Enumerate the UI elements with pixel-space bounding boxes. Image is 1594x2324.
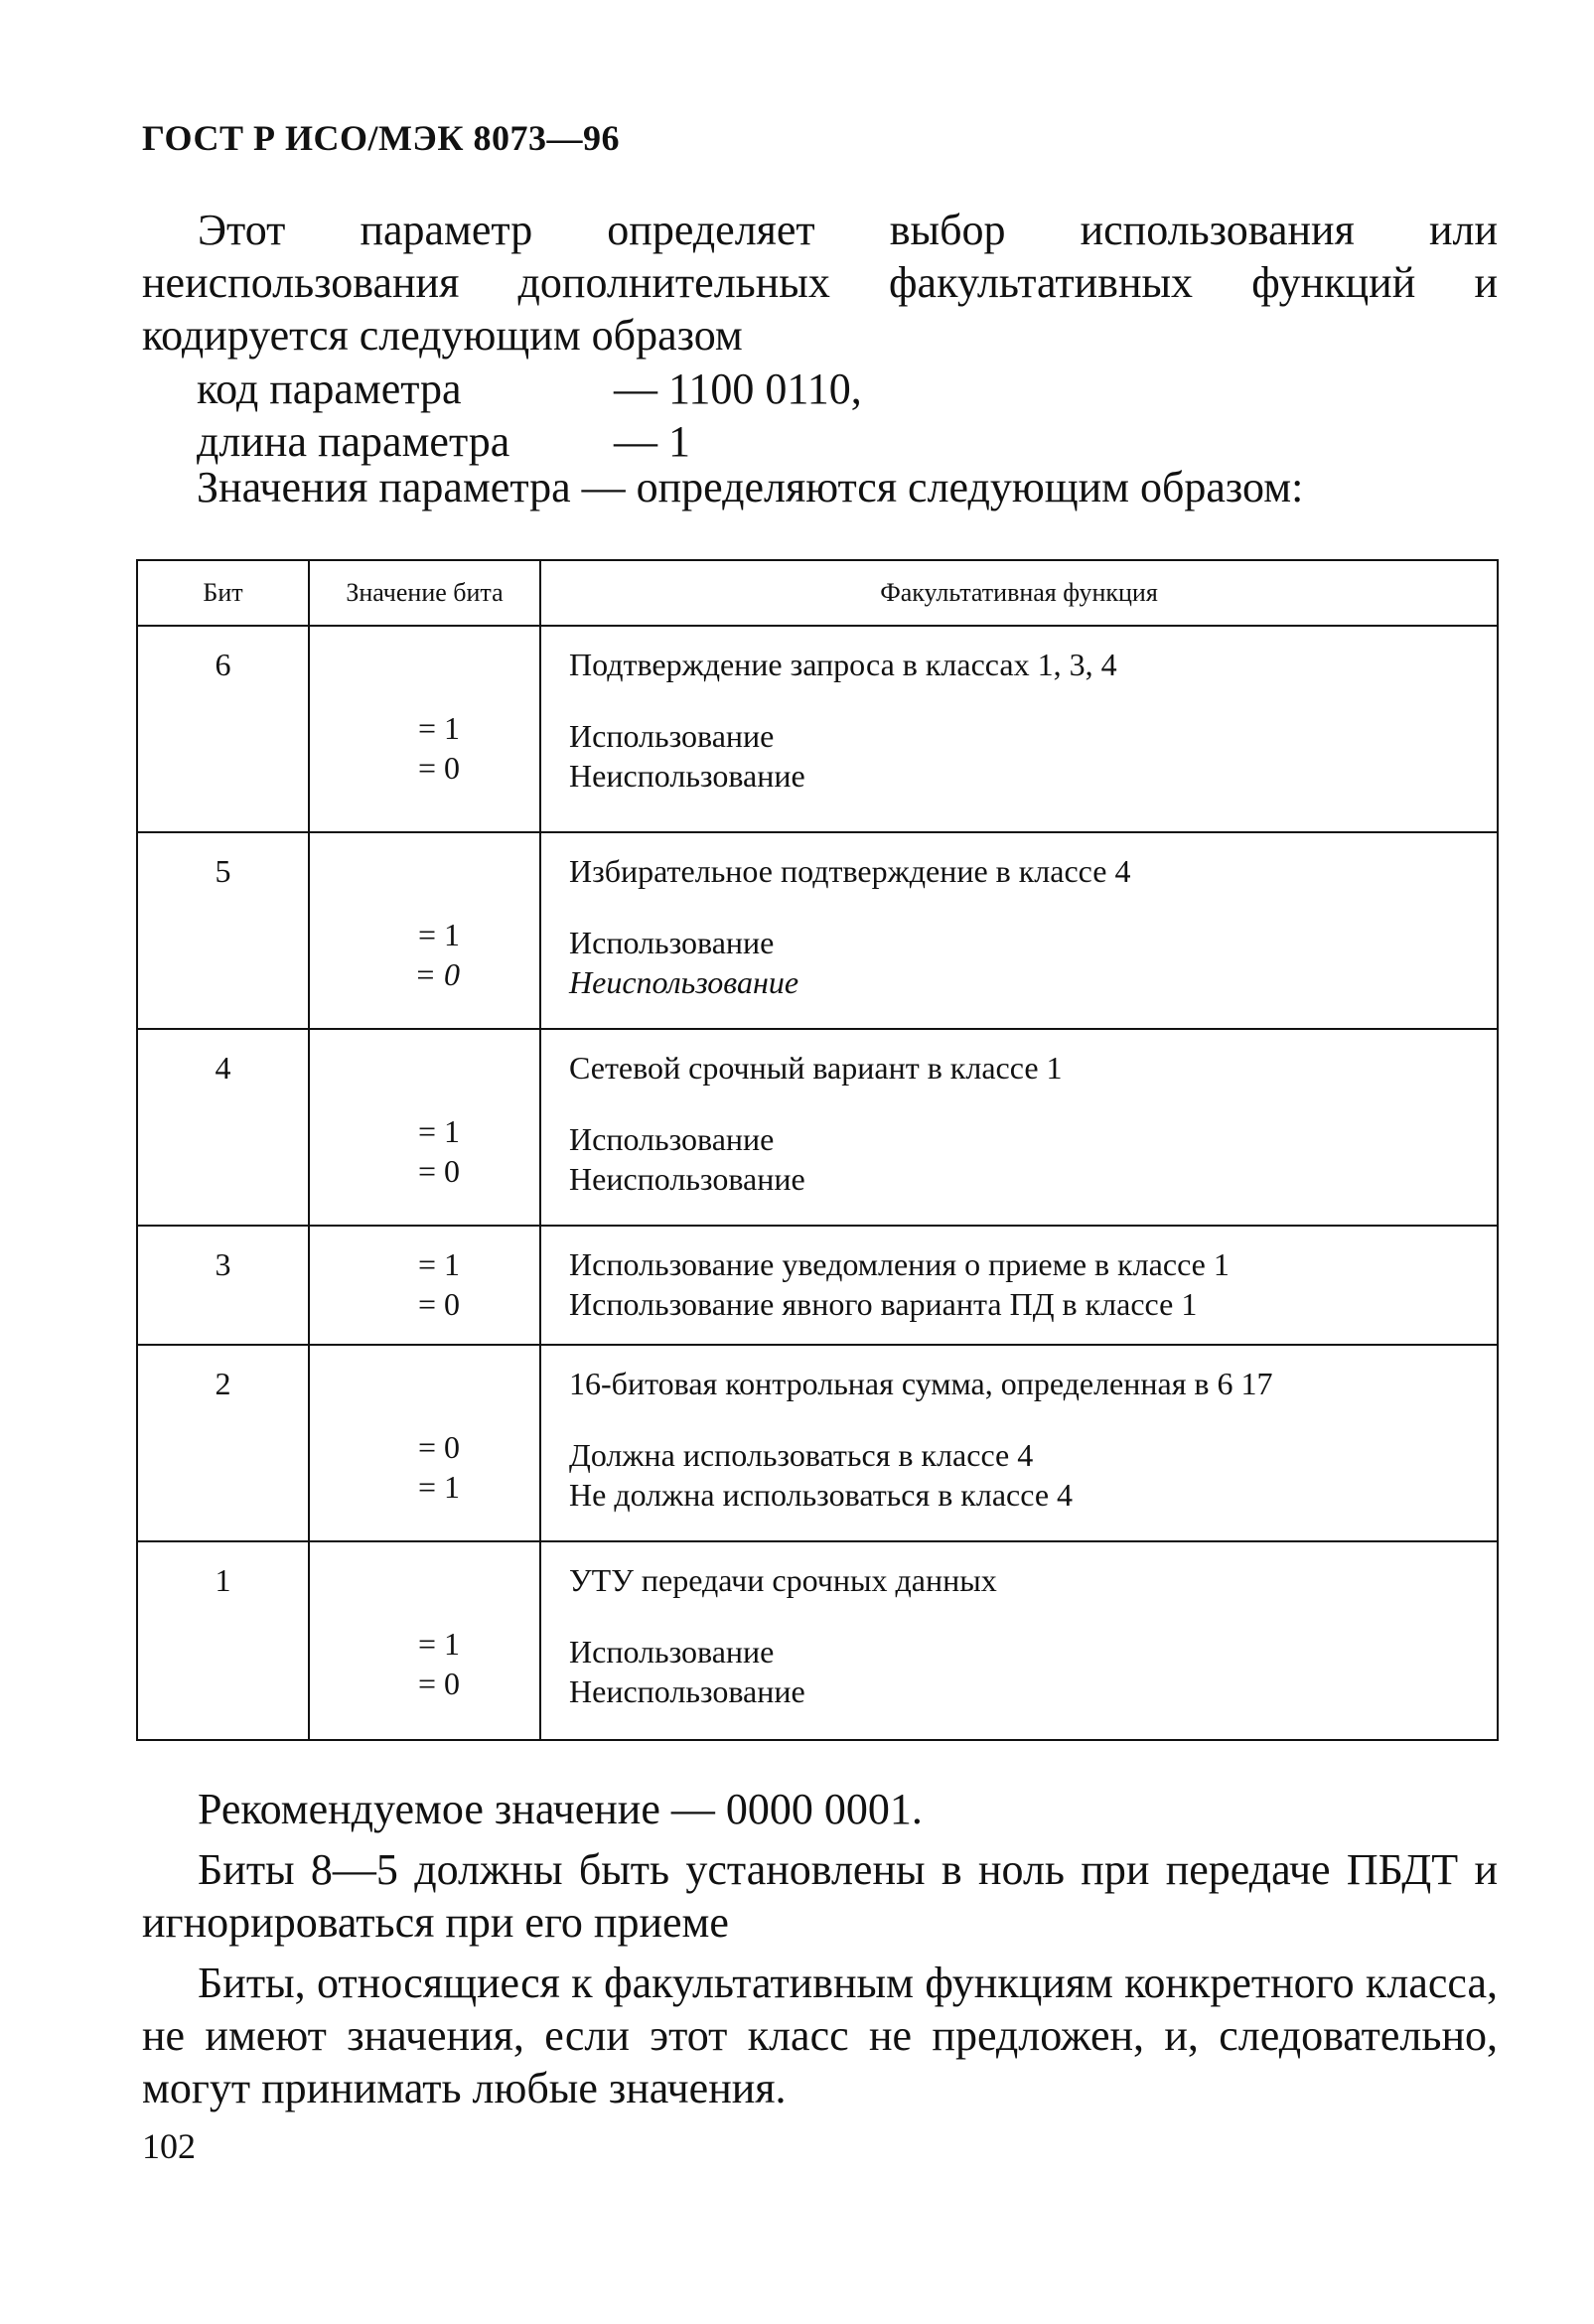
function-title: Избирательное подтверждение в классе 4 [569, 853, 1131, 889]
bit-cell: 3 [137, 1226, 309, 1345]
function-option-2: Не должна использоваться в классе 4 [569, 1477, 1074, 1513]
bit-cell: 6 [137, 626, 309, 832]
function-title: 16-битовая контрольная сумма, определенная в 6 17 [569, 1366, 1273, 1401]
value-cell [309, 626, 540, 832]
optional-functions-table [136, 559, 1499, 1741]
table-row [137, 1345, 1498, 1541]
table-row [137, 1226, 1498, 1345]
function-option-2: Неиспользование [569, 1161, 805, 1197]
function-cell [540, 626, 1498, 832]
table-row [137, 1541, 1498, 1740]
function-option-1: Должна использоваться в классе 4 [569, 1437, 1034, 1473]
table-row [137, 832, 1498, 1029]
table-row [137, 1029, 1498, 1226]
header-bit-value: Значение бита [309, 560, 540, 626]
closing-paragraphs [142, 1783, 1498, 2122]
value-cell [309, 1226, 540, 1345]
value-cell [309, 1345, 540, 1541]
function-option-1: Использование [569, 718, 775, 754]
bit-cell: 5 [137, 832, 309, 1029]
value-2: = 0 [417, 1153, 460, 1189]
function-cell [540, 1345, 1498, 1541]
function-title: Сетевой срочный вариант в классе 1 [569, 1050, 1063, 1086]
function-cell [540, 1541, 1498, 1740]
value-1: = 1 [417, 1626, 460, 1662]
function-option-1: Использование уведомления о приеме в классе 1 [569, 1246, 1230, 1282]
value-cell [309, 832, 540, 1029]
value-2: = 0 [414, 956, 460, 992]
table-header-row [137, 560, 1498, 626]
function-option-1: Использование [569, 925, 775, 960]
function-option-2: Неиспользование [569, 758, 805, 794]
param-length-label: длина параметра [197, 417, 510, 466]
function-cell [540, 832, 1498, 1029]
table-row [137, 626, 1498, 832]
intro-paragraph [142, 204, 1498, 362]
value-2: = 1 [417, 1469, 460, 1505]
value-2: = 0 [417, 750, 460, 786]
value-cell [309, 1029, 540, 1226]
function-option-2: Неиспользование [569, 964, 799, 1000]
header-function: Факультативная функция [540, 560, 1498, 626]
value-1: = 1 [417, 917, 460, 952]
function-cell [540, 1029, 1498, 1226]
bits-note: Биты 8—5 должны быть установлены в ноль при передаче ПБДТ и игнорироваться при его приеме [142, 1845, 1498, 1947]
document-header: ГОСТ Р ИСО/МЭК 8073—96 [142, 118, 620, 158]
param-values-line: Значения параметра — определяются следующим образом: [197, 463, 1304, 511]
function-option-2: Неиспользование [569, 1673, 805, 1709]
param-code-row [197, 363, 862, 415]
param-code-value: — 1100 0110, [614, 364, 862, 413]
function-option-1: Использование [569, 1121, 775, 1157]
function-option-2: Использование явного варианта ПД в классе 1 [569, 1286, 1198, 1322]
page-number: 102 [142, 2126, 196, 2166]
param-length-value: — 1 [614, 417, 690, 466]
header-bit: Бит [137, 560, 309, 626]
bit-cell: 2 [137, 1345, 309, 1541]
value-2: = 0 [417, 1666, 460, 1701]
param-length-row [197, 415, 690, 468]
value-1: = 1 [417, 1113, 460, 1149]
value-1: = 1 [417, 710, 460, 746]
value-2: = 0 [417, 1286, 460, 1322]
intro-text: Этот параметр определяет выбор использования или неиспользования дополнительных факультативных функций и кодируется следующим образом [142, 206, 1498, 360]
param-code-label: код параметра [197, 364, 462, 413]
class-note: Биты, относящиеся к факультативным функциям конкретного класса, не имеют значения, если этот класс не предложен, и, следовательно, могут принимать любые значения. [142, 1959, 1498, 2112]
recommended-value: Рекомендуемое значение — 0000 0001. [198, 1785, 923, 1833]
bit-cell: 4 [137, 1029, 309, 1226]
function-title: УТУ передачи срочных данных [569, 1562, 997, 1598]
bit-cell: 1 [137, 1541, 309, 1740]
value-1: = 0 [417, 1429, 460, 1465]
value-1: = 1 [417, 1246, 460, 1282]
function-title: Подтверждение запроса в классах 1, 3, 4 [569, 647, 1117, 682]
function-option-1: Использование [569, 1634, 775, 1670]
value-cell [309, 1541, 540, 1740]
function-cell [540, 1226, 1498, 1345]
